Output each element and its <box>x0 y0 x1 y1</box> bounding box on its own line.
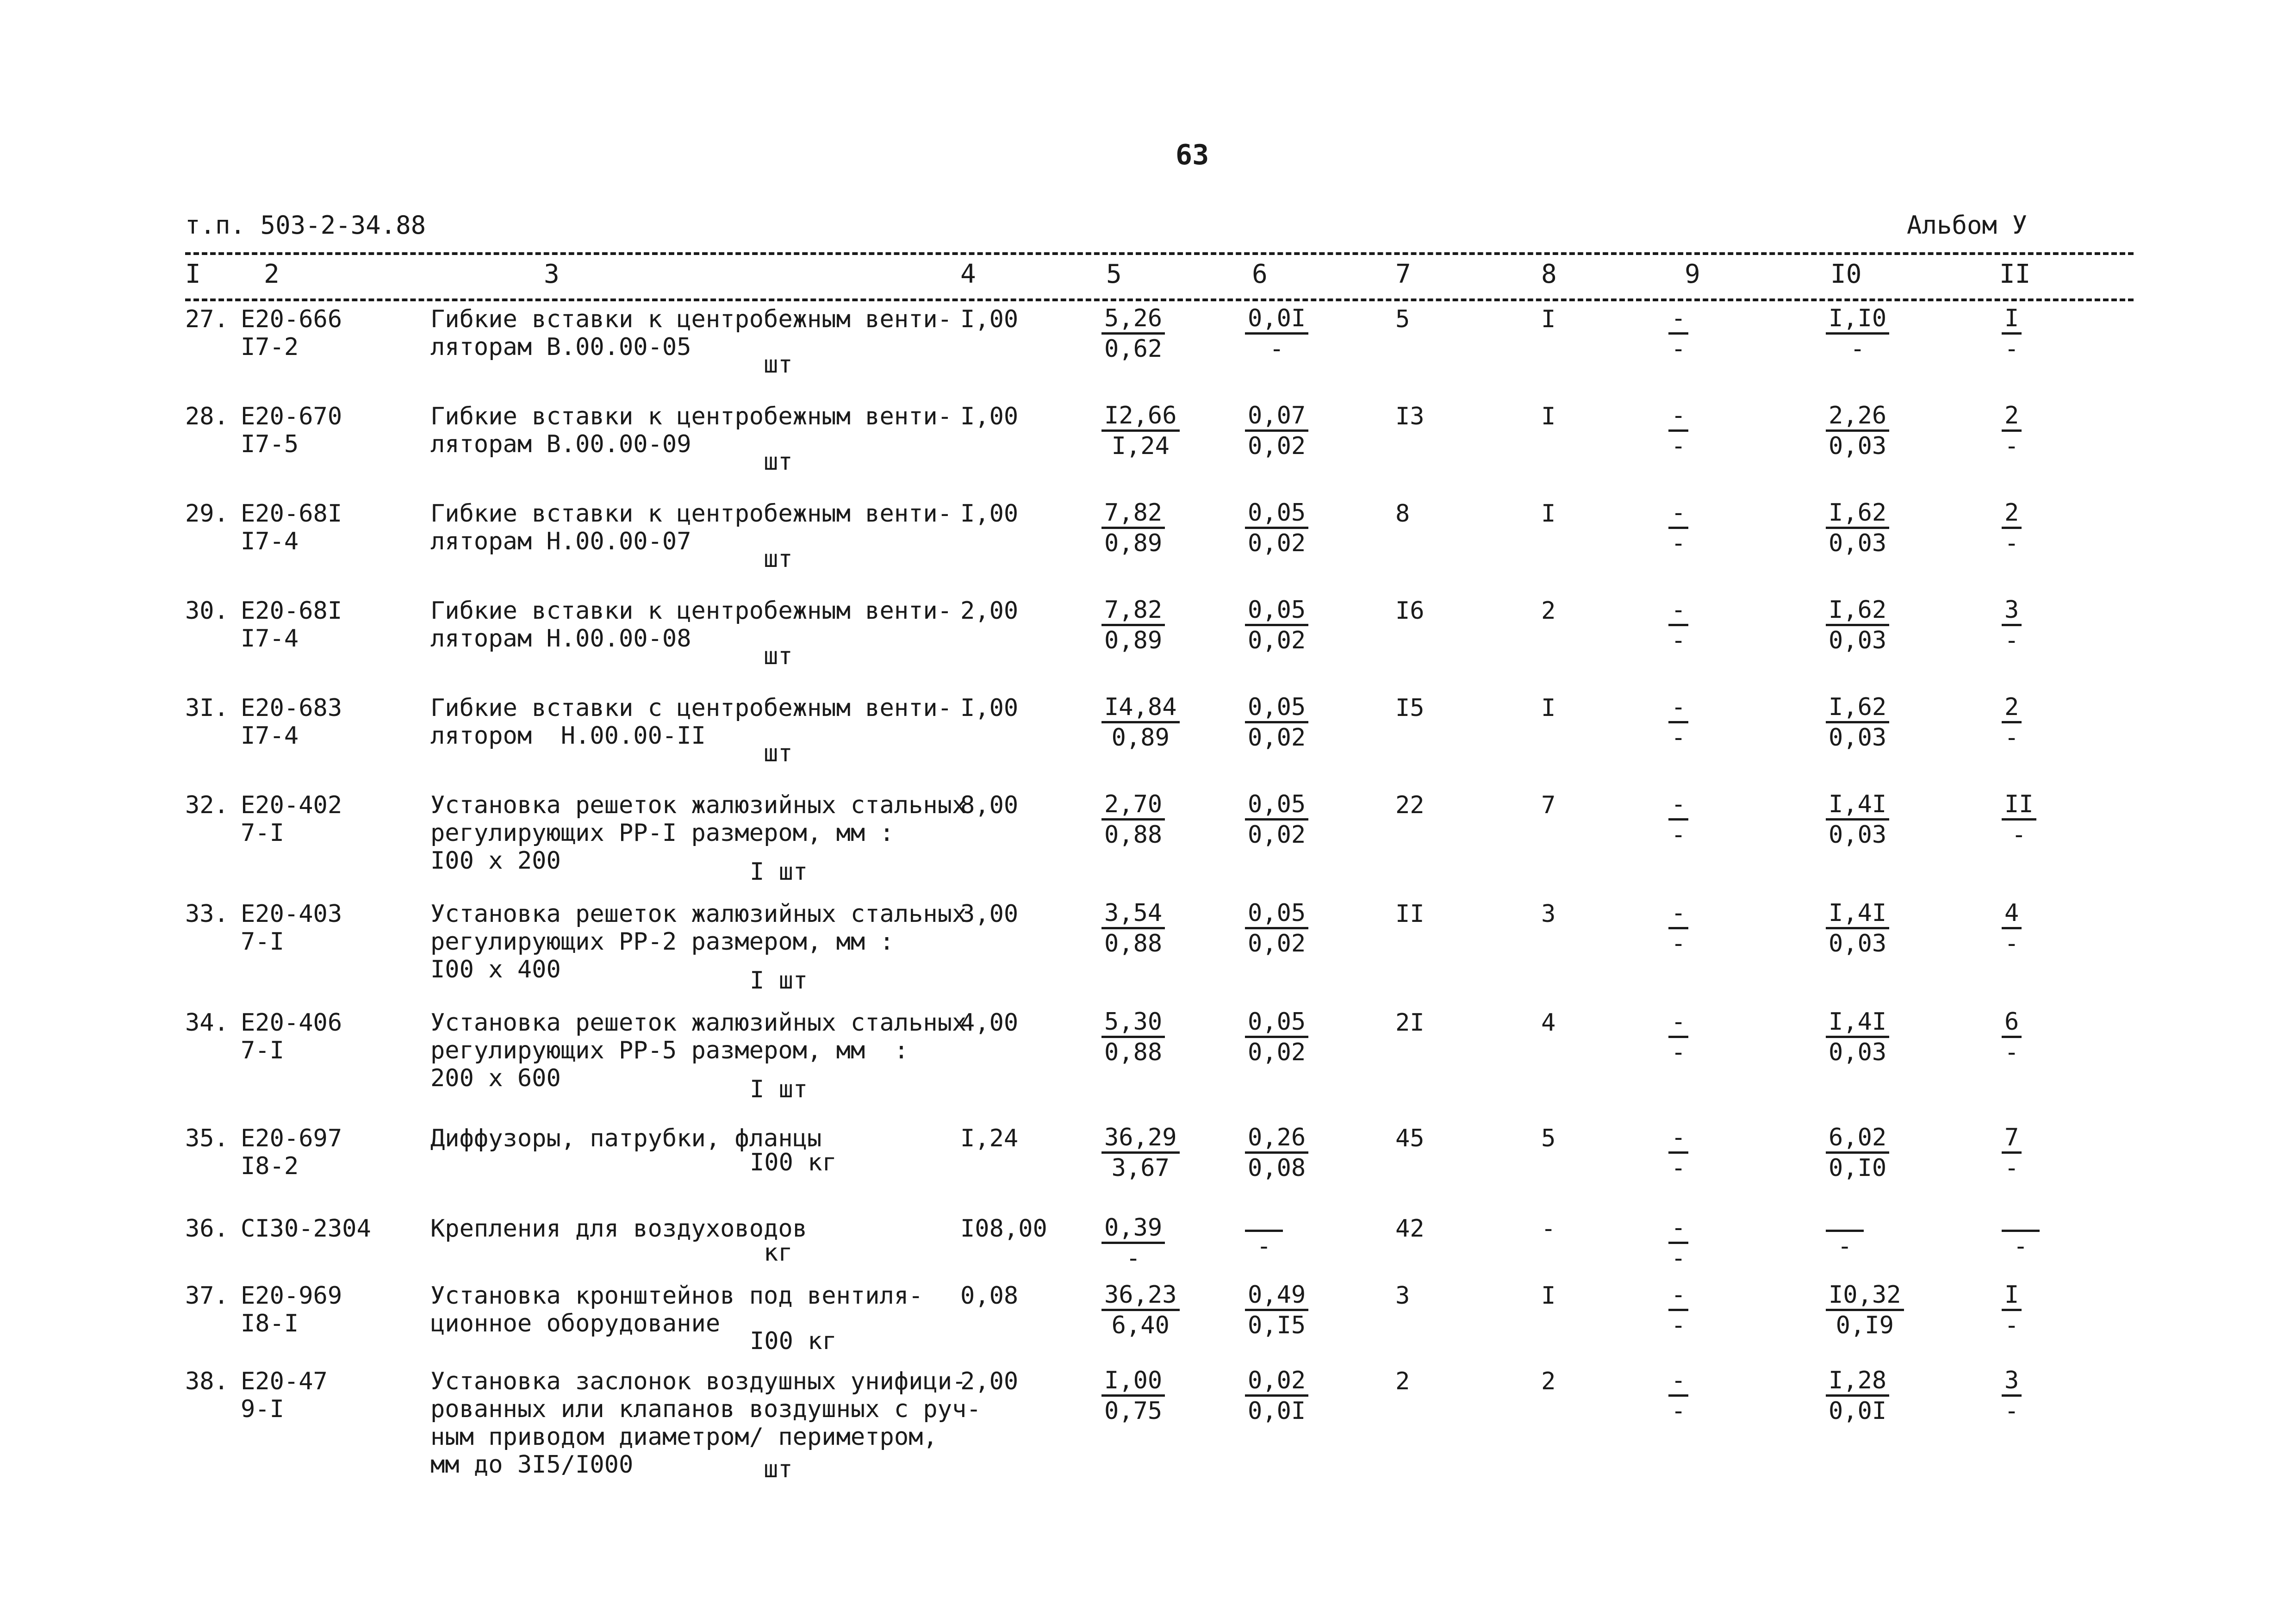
cost-total-over-wages-top: I,00 <box>1101 1368 1165 1397</box>
labor-hours-over-machinist-top: I,62 <box>1826 694 1889 723</box>
column-header-10: I0 <box>1830 259 1862 289</box>
unit-of-measure: шт <box>764 545 793 573</box>
machine-cost-over-wages-bottom: 0,02 <box>1248 529 1306 557</box>
work-description: Гибкие вставки к центробежным венти- ляторам Н.00.00-07 <box>430 500 952 555</box>
cost-total-over-wages <box>1101 900 1165 958</box>
rate-code: Е20-403 7-I <box>241 900 342 956</box>
rate-code: Е20-402 7-I <box>241 791 342 847</box>
unit-of-measure: I шт <box>750 967 808 995</box>
table-top-rule <box>185 252 2134 255</box>
rate-code: Е20-406 7-I <box>241 1009 342 1064</box>
row-number: 32. <box>185 791 229 819</box>
column-11-value-bottom: - <box>2004 1312 2019 1339</box>
machine-cost-over-wages <box>1245 1368 1308 1425</box>
machine-cost-over-wages <box>1245 1215 1283 1261</box>
column-11-value-bottom: - <box>2004 724 2019 752</box>
labor-hours-over-machinist-top: I0,32 <box>1826 1282 1904 1311</box>
column-8-value: I <box>1541 694 1556 722</box>
column-header-2: 2 <box>264 259 280 289</box>
work-description: Установка кронштейнов под вентиля- ционное оборудование <box>430 1282 923 1337</box>
labor-hours-over-machinist <box>1826 305 1889 363</box>
column-header-11: II <box>1999 259 2031 289</box>
column-9-value-top: - <box>1668 791 1688 821</box>
cost-total-over-wages-top: 7,82 <box>1101 597 1165 626</box>
column-9-value-top: - <box>1668 1215 1688 1244</box>
unit-of-measure: шт <box>764 740 793 767</box>
column-7-value: 22 <box>1395 791 1425 819</box>
column-8-value: I <box>1541 403 1556 430</box>
machine-cost-over-wages-bottom: 0,02 <box>1248 724 1306 752</box>
column-7-value: 5 <box>1395 305 1410 333</box>
column-8-value: 7 <box>1541 791 1556 819</box>
cost-total-over-wages-bottom: 0,88 <box>1104 1038 1163 1066</box>
column-9-value-bottom: - <box>1671 627 1686 654</box>
labor-hours-over-machinist-top: I,I0 <box>1826 305 1889 335</box>
work-description: Установка решеток жалюзийных стальных регулирующих РР-I размером, мм : I00 х 200 <box>430 791 967 875</box>
cost-total-over-wages-bottom: I,24 <box>1111 432 1170 460</box>
column-11-value-bottom: - <box>2013 1232 2028 1260</box>
column-11-value-bottom: - <box>2004 529 2019 557</box>
column-11-value <box>2002 694 2022 752</box>
column-11-value-bottom: - <box>2004 1154 2019 1182</box>
labor-hours-over-machinist-top: I,4I <box>1826 900 1889 929</box>
rate-code: Е20-969 I8-I <box>241 1282 342 1337</box>
quantity: 3,00 <box>960 900 1019 928</box>
column-11-value-bottom: - <box>2004 335 2019 363</box>
rate-code: Е20-666 I7-2 <box>241 305 342 361</box>
column-header-1: I <box>185 259 201 289</box>
machine-cost-over-wages-bottom: - <box>1257 1232 1271 1260</box>
column-9-value <box>1668 403 1688 460</box>
quantity: 8,00 <box>960 791 1019 819</box>
machine-cost-over-wages <box>1245 900 1308 958</box>
machine-cost-over-wages-top: 0,05 <box>1245 694 1308 723</box>
cost-total-over-wages-bottom: 3,67 <box>1111 1154 1170 1182</box>
row-number: 36. <box>185 1215 229 1243</box>
cost-total-over-wages-top: 2,70 <box>1101 791 1165 821</box>
machine-cost-over-wages-top: 0,26 <box>1245 1125 1308 1154</box>
column-9-value <box>1668 500 1688 558</box>
row-number: 27. <box>185 305 229 333</box>
work-description: Установка решеток жалюзийных стальных регулирующих РР-5 размером, мм : 200 х 600 <box>430 1009 967 1092</box>
row-number: 33. <box>185 900 229 928</box>
work-description: Гибкие вставки с центробежным венти- лятором Н.00.00-II <box>430 694 952 750</box>
column-7-value: 42 <box>1395 1215 1425 1243</box>
page-number: 63 <box>1176 139 1209 171</box>
column-9-value <box>1668 900 1688 958</box>
column-11-value-top: 6 <box>2002 1009 2022 1038</box>
rate-code: Е20-683 I7-4 <box>241 694 342 750</box>
column-9-value-top: - <box>1668 305 1688 335</box>
column-9-value <box>1668 791 1688 849</box>
column-8-value: 4 <box>1541 1009 1556 1037</box>
column-8-value: 5 <box>1541 1125 1556 1152</box>
cost-total-over-wages-top: 5,26 <box>1101 305 1165 335</box>
machine-cost-over-wages <box>1245 1282 1308 1340</box>
column-11-value <box>2002 900 2022 958</box>
quantity: I,00 <box>960 500 1019 528</box>
cost-total-over-wages <box>1101 791 1165 849</box>
column-9-value-bottom: - <box>1671 1154 1686 1182</box>
column-9-value <box>1668 1215 1688 1273</box>
column-8-value: 2 <box>1541 597 1556 625</box>
work-description: Гибкие вставки к центробежным венти- ляторам В.00.00-05 <box>430 305 952 361</box>
column-9-value-bottom: - <box>1671 724 1686 752</box>
table-header-rule <box>185 298 2134 301</box>
labor-hours-over-machinist-bottom: 0,03 <box>1829 627 1887 654</box>
column-7-value: 45 <box>1395 1125 1425 1152</box>
unit-of-measure: I шт <box>750 1076 808 1103</box>
column-11-value-bottom: - <box>2004 1038 2019 1066</box>
labor-hours-over-machinist <box>1826 1125 1889 1182</box>
column-9-value-top: - <box>1668 900 1688 929</box>
machine-cost-over-wages-top <box>1245 1215 1283 1232</box>
column-9-value-bottom: - <box>1671 335 1686 363</box>
labor-hours-over-machinist <box>1826 694 1889 752</box>
unit-of-measure: шт <box>764 351 793 379</box>
unit-of-measure: шт <box>764 1455 793 1483</box>
column-9-value-top: - <box>1668 1368 1688 1397</box>
column-9-value-bottom: - <box>1671 1038 1686 1066</box>
column-9-value-bottom: - <box>1671 432 1686 460</box>
column-9-value <box>1668 694 1688 752</box>
column-9-value-bottom: - <box>1671 1244 1686 1272</box>
cost-total-over-wages <box>1101 305 1165 363</box>
cost-total-over-wages-bottom: 0,88 <box>1104 821 1163 849</box>
cost-total-over-wages-top: 36,23 <box>1101 1282 1180 1311</box>
machine-cost-over-wages-top: 0,05 <box>1245 500 1308 529</box>
cost-total-over-wages-top: I4,84 <box>1101 694 1180 723</box>
machine-cost-over-wages-bottom: 0,02 <box>1248 432 1306 460</box>
cost-total-over-wages-bottom: 0,62 <box>1104 335 1163 363</box>
machine-cost-over-wages <box>1245 597 1308 655</box>
quantity: I08,00 <box>960 1215 1047 1243</box>
column-9-value <box>1668 1009 1688 1067</box>
work-description: Крепления для воздуховодов <box>430 1215 807 1243</box>
cost-total-over-wages-top: 5,30 <box>1101 1009 1165 1038</box>
column-11-value <box>2002 1282 2022 1340</box>
row-number: 30. <box>185 597 229 625</box>
column-header-4: 4 <box>960 259 976 289</box>
quantity: 0,08 <box>960 1282 1019 1310</box>
labor-hours-over-machinist <box>1826 900 1889 958</box>
column-9-value-top: - <box>1668 1125 1688 1154</box>
column-11-value-top: I <box>2002 1282 2022 1311</box>
cost-total-over-wages-bottom: 0,89 <box>1104 529 1163 557</box>
column-11-value <box>2002 1368 2022 1425</box>
column-11-value-top: II <box>2002 791 2036 821</box>
labor-hours-over-machinist-bottom: 0,03 <box>1829 529 1887 557</box>
machine-cost-over-wages-bottom: 0,02 <box>1248 930 1306 958</box>
column-9-value <box>1668 305 1688 363</box>
column-11-value <box>2002 597 2022 655</box>
labor-hours-over-machinist-top <box>1826 1215 1864 1232</box>
machine-cost-over-wages-top: 0,07 <box>1245 403 1308 432</box>
column-header-3: 3 <box>544 259 560 289</box>
column-11-value <box>2002 500 2022 558</box>
unit-of-measure: шт <box>764 448 793 476</box>
column-11-value <box>2002 305 2022 363</box>
column-8-value: 3 <box>1541 900 1556 928</box>
labor-hours-over-machinist-bottom: 0,I0 <box>1829 1154 1887 1182</box>
cost-total-over-wages-bottom: 0,88 <box>1104 930 1163 958</box>
column-9-value-top: - <box>1668 694 1688 723</box>
column-8-value: I <box>1541 500 1556 528</box>
labor-hours-over-machinist-bottom: 0,03 <box>1829 930 1887 958</box>
cost-total-over-wages-bottom: - <box>1126 1244 1141 1272</box>
column-7-value: I5 <box>1395 694 1425 722</box>
labor-hours-over-machinist <box>1826 500 1889 558</box>
machine-cost-over-wages-bottom: 0,0I <box>1248 1397 1306 1425</box>
column-header-7: 7 <box>1395 259 1411 289</box>
cost-total-over-wages <box>1101 597 1165 655</box>
rate-code: Е20-68I I7-4 <box>241 500 342 555</box>
labor-hours-over-machinist <box>1826 1282 1904 1340</box>
album-label: Альбом У <box>1907 211 2028 240</box>
cost-total-over-wages <box>1101 500 1165 558</box>
column-11-value-top: 3 <box>2002 597 2022 626</box>
labor-hours-over-machinist-top: I,4I <box>1826 1009 1889 1038</box>
machine-cost-over-wages-top: 0,05 <box>1245 791 1308 821</box>
column-7-value: I3 <box>1395 403 1425 430</box>
column-11-value-top: 2 <box>2002 694 2022 723</box>
labor-hours-over-machinist-bottom: 0,03 <box>1829 724 1887 752</box>
unit-of-measure: шт <box>764 642 793 670</box>
column-9-value-top: - <box>1668 403 1688 432</box>
cost-total-over-wages-top: 7,82 <box>1101 500 1165 529</box>
machine-cost-over-wages-bottom: 0,08 <box>1248 1154 1306 1182</box>
column-header-8: 8 <box>1541 259 1557 289</box>
cost-total-over-wages-top: 0,39 <box>1101 1215 1165 1244</box>
column-11-value-top: 7 <box>2002 1125 2022 1154</box>
column-7-value: 8 <box>1395 500 1410 528</box>
unit-of-measure: кг <box>764 1239 793 1267</box>
cost-total-over-wages <box>1101 694 1180 752</box>
work-description: Установка решеток жалюзийных стальных регулирующих РР-2 размером, мм : I00 х 400 <box>430 900 967 983</box>
labor-hours-over-machinist <box>1826 403 1889 460</box>
labor-hours-over-machinist <box>1826 1009 1889 1067</box>
rate-code: Е20-47 9-I <box>241 1368 328 1423</box>
labor-hours-over-machinist <box>1826 1368 1889 1425</box>
column-11-value-bottom: - <box>2004 627 2019 654</box>
column-11-value <box>2002 403 2022 460</box>
machine-cost-over-wages-top: 0,05 <box>1245 597 1308 626</box>
column-11-value-bottom: - <box>2004 1397 2019 1425</box>
column-9-value-top: - <box>1668 500 1688 529</box>
labor-hours-over-machinist-bottom: 0,03 <box>1829 1038 1887 1066</box>
machine-cost-over-wages-top: 0,05 <box>1245 900 1308 929</box>
unit-of-measure: I шт <box>750 858 808 886</box>
column-11-value-bottom: - <box>2011 821 2026 849</box>
machine-cost-over-wages-bottom: - <box>1269 335 1284 363</box>
rate-code: Е20-697 I8-2 <box>241 1125 342 1180</box>
column-7-value: 2 <box>1395 1368 1410 1395</box>
labor-hours-over-machinist <box>1826 791 1889 849</box>
quantity: I,00 <box>960 694 1019 722</box>
column-8-value: I <box>1541 305 1556 333</box>
machine-cost-over-wages-top: 0,0I <box>1245 305 1308 335</box>
labor-hours-over-machinist-top: 6,02 <box>1826 1125 1889 1154</box>
rate-code: СI30-2304 <box>241 1215 371 1243</box>
cost-total-over-wages <box>1101 1215 1165 1273</box>
machine-cost-over-wages <box>1245 791 1308 849</box>
labor-hours-over-machinist <box>1826 1215 1864 1261</box>
work-description: Диффузоры, патрубки, фланцы <box>430 1125 822 1152</box>
column-11-value-top: I <box>2002 305 2022 335</box>
column-9-value-bottom: - <box>1671 930 1686 958</box>
machine-cost-over-wages-top: 0,49 <box>1245 1282 1308 1311</box>
rate-code: Е20-670 I7-5 <box>241 403 342 458</box>
column-11-value <box>2002 1215 2040 1261</box>
column-header-6: 6 <box>1252 259 1268 289</box>
column-11-value-top: 4 <box>2002 900 2022 929</box>
cost-total-over-wages <box>1101 1009 1165 1067</box>
machine-cost-over-wages <box>1245 1009 1308 1067</box>
row-number: 29. <box>185 500 229 528</box>
cost-total-over-wages-bottom: 0,89 <box>1111 724 1170 752</box>
column-11-value-top: 2 <box>2002 500 2022 529</box>
rate-code: Е20-68I I7-4 <box>241 597 342 653</box>
cost-total-over-wages <box>1101 403 1180 460</box>
document-id: т.п. 503-2-34.88 <box>185 211 426 240</box>
labor-hours-over-machinist-bottom: - <box>1837 1232 1852 1260</box>
row-number: 37. <box>185 1282 229 1310</box>
machine-cost-over-wages-top: 0,05 <box>1245 1009 1308 1038</box>
machine-cost-over-wages <box>1245 305 1308 363</box>
column-11-value-bottom: - <box>2004 432 2019 460</box>
cost-total-over-wages-top: 36,29 <box>1101 1125 1180 1154</box>
machine-cost-over-wages-bottom: 0,02 <box>1248 1038 1306 1066</box>
quantity: I,24 <box>960 1125 1019 1152</box>
column-9-value <box>1668 1282 1688 1340</box>
column-9-value-bottom: - <box>1671 1312 1686 1339</box>
column-11-value-top: 3 <box>2002 1368 2022 1397</box>
column-9-value-top: - <box>1668 597 1688 626</box>
row-number: 38. <box>185 1368 229 1395</box>
work-description: Гибкие вставки к центробежным венти- ляторам В.00.00-09 <box>430 403 952 458</box>
column-9-value <box>1668 1125 1688 1182</box>
cost-total-over-wages-top: 3,54 <box>1101 900 1165 929</box>
labor-hours-over-machinist-top: I,28 <box>1826 1368 1889 1397</box>
machine-cost-over-wages <box>1245 694 1308 752</box>
column-9-value <box>1668 1368 1688 1425</box>
column-9-value-top: - <box>1668 1009 1688 1038</box>
machine-cost-over-wages <box>1245 403 1308 460</box>
cost-total-over-wages <box>1101 1282 1180 1340</box>
machine-cost-over-wages-bottom: 0,02 <box>1248 627 1306 654</box>
column-7-value: II <box>1395 900 1425 928</box>
work-description: Установка заслонок воздушных унифици- рованных или клапанов воздушных с руч- ным приводом диаметром/ периметром, мм до 3I5/I000 <box>430 1368 981 1479</box>
column-11-value <box>2002 1009 2022 1067</box>
cost-total-over-wages-bottom: 0,75 <box>1104 1397 1163 1425</box>
quantity: I,00 <box>960 403 1019 430</box>
machine-cost-over-wages-bottom: 0,02 <box>1248 821 1306 849</box>
cost-total-over-wages <box>1101 1368 1165 1425</box>
labor-hours-over-machinist-top: I,62 <box>1826 597 1889 626</box>
labor-hours-over-machinist-bottom: 0,0I <box>1829 1397 1887 1425</box>
row-number: 3I. <box>185 694 229 722</box>
cost-total-over-wages-bottom: 6,40 <box>1111 1312 1170 1339</box>
column-11-value-bottom: - <box>2004 930 2019 958</box>
column-11-value <box>2002 1125 2022 1182</box>
work-description: Гибкие вставки к центробежным венти- ляторам Н.00.00-08 <box>430 597 952 653</box>
column-9-value-top: - <box>1668 1282 1688 1311</box>
machine-cost-over-wages <box>1245 1125 1308 1182</box>
quantity: I,00 <box>960 305 1019 333</box>
labor-hours-over-machinist-top: 2,26 <box>1826 403 1889 432</box>
row-number: 35. <box>185 1125 229 1152</box>
column-11-value-top: 2 <box>2002 403 2022 432</box>
column-7-value: I6 <box>1395 597 1425 625</box>
labor-hours-over-machinist-top: I,4I <box>1826 791 1889 821</box>
quantity: 2,00 <box>960 1368 1019 1395</box>
quantity: 4,00 <box>960 1009 1019 1037</box>
column-7-value: 2I <box>1395 1009 1425 1037</box>
machine-cost-over-wages <box>1245 500 1308 558</box>
labor-hours-over-machinist <box>1826 597 1889 655</box>
column-11-value-top <box>2002 1215 2040 1232</box>
labor-hours-over-machinist-bottom: - <box>1850 335 1865 363</box>
column-9-value <box>1668 597 1688 655</box>
column-7-value: 3 <box>1395 1282 1410 1310</box>
row-number: 28. <box>185 403 229 430</box>
column-header-9: 9 <box>1685 259 1700 289</box>
unit-of-measure: I00 кг <box>750 1327 837 1355</box>
labor-hours-over-machinist-bottom: 0,I9 <box>1836 1312 1894 1339</box>
labor-hours-over-machinist-bottom: 0,03 <box>1829 821 1887 849</box>
cost-total-over-wages-top: I2,66 <box>1101 403 1180 432</box>
column-8-value: 2 <box>1541 1368 1556 1395</box>
column-9-value-bottom: - <box>1671 529 1686 557</box>
row-number: 34. <box>185 1009 229 1037</box>
unit-of-measure: I00 кг <box>750 1149 837 1176</box>
column-8-value: I <box>1541 1282 1556 1310</box>
quantity: 2,00 <box>960 597 1019 625</box>
labor-hours-over-machinist-bottom: 0,03 <box>1829 432 1887 460</box>
machine-cost-over-wages-top: 0,02 <box>1245 1368 1308 1397</box>
column-9-value-bottom: - <box>1671 821 1686 849</box>
labor-hours-over-machinist-top: I,62 <box>1826 500 1889 529</box>
cost-total-over-wages-bottom: 0,89 <box>1104 627 1163 654</box>
column-header-5: 5 <box>1106 259 1122 289</box>
column-8-value: - <box>1541 1215 1556 1243</box>
column-11-value <box>2002 791 2036 849</box>
column-9-value-bottom: - <box>1671 1397 1686 1425</box>
machine-cost-over-wages-bottom: 0,I5 <box>1248 1312 1306 1339</box>
cost-total-over-wages <box>1101 1125 1180 1182</box>
